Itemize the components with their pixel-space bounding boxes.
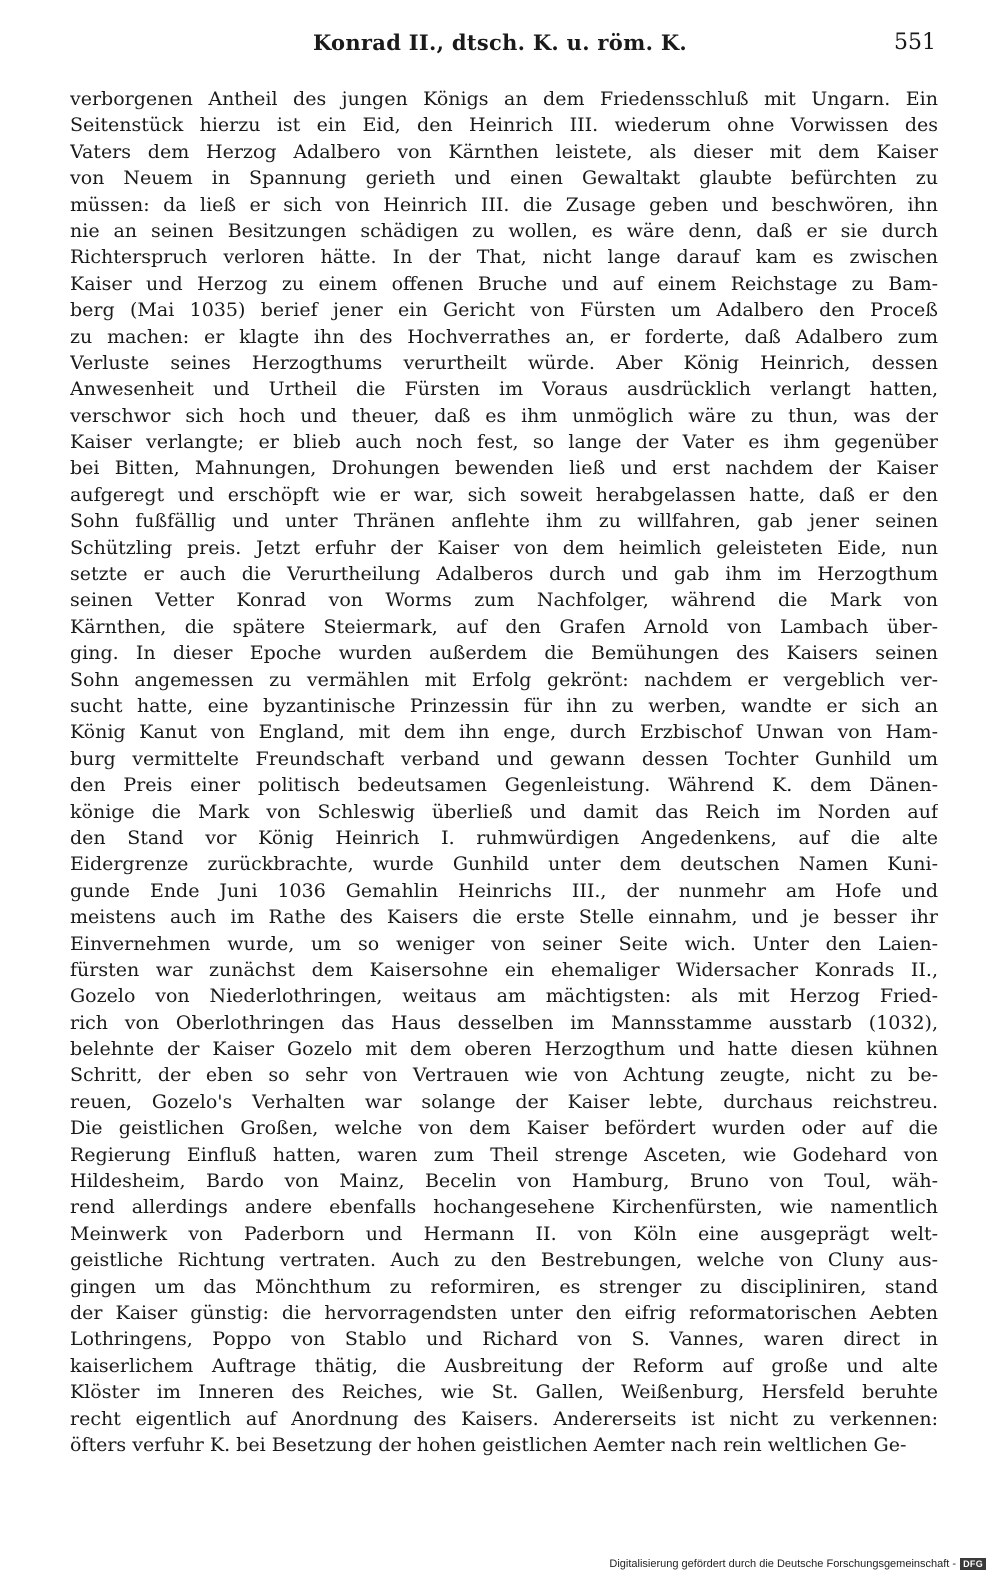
text-line: Sohn angemessen zu vermählen mit Erfolg gekrönt: nachdem er vergeblich ver-: [70, 668, 938, 691]
text-line: Regierung Einfluß hatten, waren zum Theil strenge Asceten, wie Godehard von: [70, 1143, 938, 1166]
text-line: kaiserlichem Auftrage thätig, die Ausbreitung der Reform auf große und alte: [70, 1354, 938, 1377]
text-line: meistens auch im Rathe des Kaisers die erste Stelle einnahm, und je besser ihr: [70, 906, 938, 929]
text-line: setzte er auch die Verurtheilung Adalberos durch und gab ihm im Herzogthum: [70, 563, 938, 586]
text-line: König Kanut von England, mit dem ihn enge, durch Erzbischof Unwan von Ham-: [70, 721, 938, 744]
text-line: könige die Mark von Schleswig überließ und damit das Reich im Norden auf: [70, 800, 938, 823]
text-line: Lothringens, Poppo von Stablo und Richard von S. Vannes, waren direct in: [70, 1328, 938, 1351]
text-line: Schritt, der eben so sehr von Vertrauen wie von Achtung zeugte, nicht zu be-: [70, 1064, 938, 1087]
text-line: Sohn fußfällig und unter Thränen anflehte ihm zu willfahren, gab jener seinen: [70, 510, 938, 533]
text-line: rich von Oberlothringen das Haus desselben im Mannsstamme ausstarb (1032),: [70, 1011, 938, 1034]
text-line: Einvernehmen wurde, um so weniger von seiner Seite wich. Unter den Laien-: [70, 932, 938, 955]
footer-credit: [609, 1556, 986, 1572]
text-line: Kaiser verlangte; er blieb auch noch fest, so lange der Vater es ihm gegenüber: [70, 431, 938, 454]
text-line: der Kaiser günstig: die hervorragendsten unter den eifrig reformatorischen Aebten: [70, 1301, 938, 1324]
text-line: ging. In dieser Epoche wurden außerdem die Bemühungen des Kaisers seinen: [70, 642, 938, 665]
text-line: recht eigentlich auf Anordnung des Kaisers. Andererseits ist nicht zu verkennen:: [70, 1407, 938, 1430]
text-line: öfters verfuhr K. bei Besetzung der hohen geistlichen Aemter nach rein weltlichen Ge-: [70, 1433, 907, 1456]
text-line: Gozelo von Niederlothringen, weitaus am mächtigsten: als mit Herzog Fried-: [70, 985, 938, 1008]
text-line: belehnte der Kaiser Gozelo mit dem oberen Herzogthum und hatte diesen kühnen: [70, 1038, 938, 1061]
text-line: Richterspruch verloren hätte. In der That, nicht lange darauf kam es zwischen: [70, 246, 938, 269]
running-head: Konrad II., dtsch. K. u. röm. K.: [312, 30, 688, 55]
text-line: Kaiser und Herzog zu einem offenen Bruche und auf einem Reichstage zu Bam-: [70, 272, 938, 295]
text-line: gunde Ende Juni 1036 Gemahlin Heinrichs III., der nunmehr am Hofe und: [70, 879, 938, 902]
text-line: von Neuem in Spannung gerieth und einen Gewaltakt glaubte befürchten zu: [70, 167, 938, 190]
text-line: Seitenstück hierzu ist ein Eid, den Heinrich III. wiederum ohne Vorwissen des: [70, 114, 938, 137]
footer-text: Digitalisierung gefördert durch die Deutsche Forschungsgemeinschaft -: [609, 1558, 957, 1570]
text-line: rend allerdings andere ebenfalls hochangesehene Kirchenfürsten, wie namentlich: [70, 1196, 938, 1219]
text-line: Kärnthen, die spätere Steiermark, auf den Grafen Arnold von Lambach über-: [70, 615, 938, 638]
text-line: fürsten war zunächst dem Kaisersohne ein ehemaliger Widersacher Konrads II.,: [70, 958, 938, 981]
dfg-logo: DFG: [960, 1558, 986, 1570]
text-line: Klöster im Inneren des Reiches, wie St. Gallen, Weißenburg, Hersfeld beruhte: [70, 1381, 938, 1404]
text-line: den Stand vor König Heinrich I. ruhmwürdigen Angedenkens, auf die alte: [70, 826, 938, 849]
text-line: zu machen: er klagte ihn des Hochverrathes an, er forderte, daß Adalbero zum: [70, 325, 938, 348]
text-line: geistliche Richtung vertraten. Auch zu den Bestrebungen, welche von Cluny aus-: [70, 1249, 938, 1272]
text-line: sucht hatte, eine byzantinische Prinzessin für ihn zu werben, wandte er sich an: [70, 694, 938, 717]
text-line: verschwor sich hoch und theuer, daß es ihm unmöglich wäre zu thun, was der: [70, 404, 938, 427]
text-line: Meinwerk von Paderborn und Hermann II. von Köln eine ausgeprägt welt-: [70, 1222, 938, 1245]
text-line: Verluste seines Herzogthums verurtheilt würde. Aber König Heinrich, dessen: [70, 351, 938, 374]
text-line: Die geistlichen Großen, welche von dem Kaiser befördert wurden oder auf die: [70, 1117, 938, 1140]
text-line: aufgeregt und erschöpft wie er war, sich soweit herabgelassen hatte, daß er den: [70, 483, 938, 506]
text-line: Eidergrenze zurückbrachte, wurde Gunhild unter dem deutschen Namen Kuni-: [70, 853, 938, 876]
text-line: reuen, Gozelo's Verhalten war solange der Kaiser lebte, durchaus reichstreu.: [70, 1090, 938, 1113]
text-line: den Preis einer politisch bedeutsamen Gegenleistung. Während K. dem Dänen-: [70, 774, 938, 797]
text-line: nie an seinen Besitzungen schädigen zu wollen, es wäre denn, daß er sie durch: [70, 219, 938, 242]
page-number: 551: [894, 30, 936, 55]
text-line: verborgenen Antheil des jungen Königs an dem Friedensschluß mit Ungarn. Ein: [70, 88, 938, 110]
text-line: Anwesenheit und Urtheil die Fürsten im Voraus ausdrücklich verlangt hatten,: [70, 378, 938, 401]
page-header: [0, 30, 1000, 64]
text-line: Schützling preis. Jetzt erfuhr der Kaiser von dem heimlich geleisteten Eide, nun: [70, 536, 938, 559]
text-line: berg (Mai 1035) berief jener ein Gericht von Fürsten um Adalbero den Proceß: [70, 299, 938, 322]
text-line: burg vermittelte Freundschaft verband und gewann dessen Tochter Gunhild um: [70, 747, 938, 770]
text-line: Hildesheim, Bardo von Mainz, Becelin von Hamburg, Bruno von Toul, wäh-: [70, 1170, 938, 1193]
text-line: bei Bitten, Mahnungen, Drohungen bewenden ließ und erst nachdem der Kaiser: [70, 457, 938, 480]
text-line: gingen um das Mönchthum zu reformiren, es strenger zu discipliniren, stand: [70, 1275, 938, 1298]
text-line: seinen Vetter Konrad von Worms zum Nachfolger, während die Mark von: [70, 589, 938, 612]
text-line: Vaters dem Herzog Adalbero von Kärnthen leistete, als dieser mit dem Kaiser: [70, 140, 938, 163]
text-line: müssen: da ließ er sich von Heinrich III. die Zusage geben und beschwören, ihn: [70, 193, 938, 216]
body-text: [70, 86, 938, 1458]
